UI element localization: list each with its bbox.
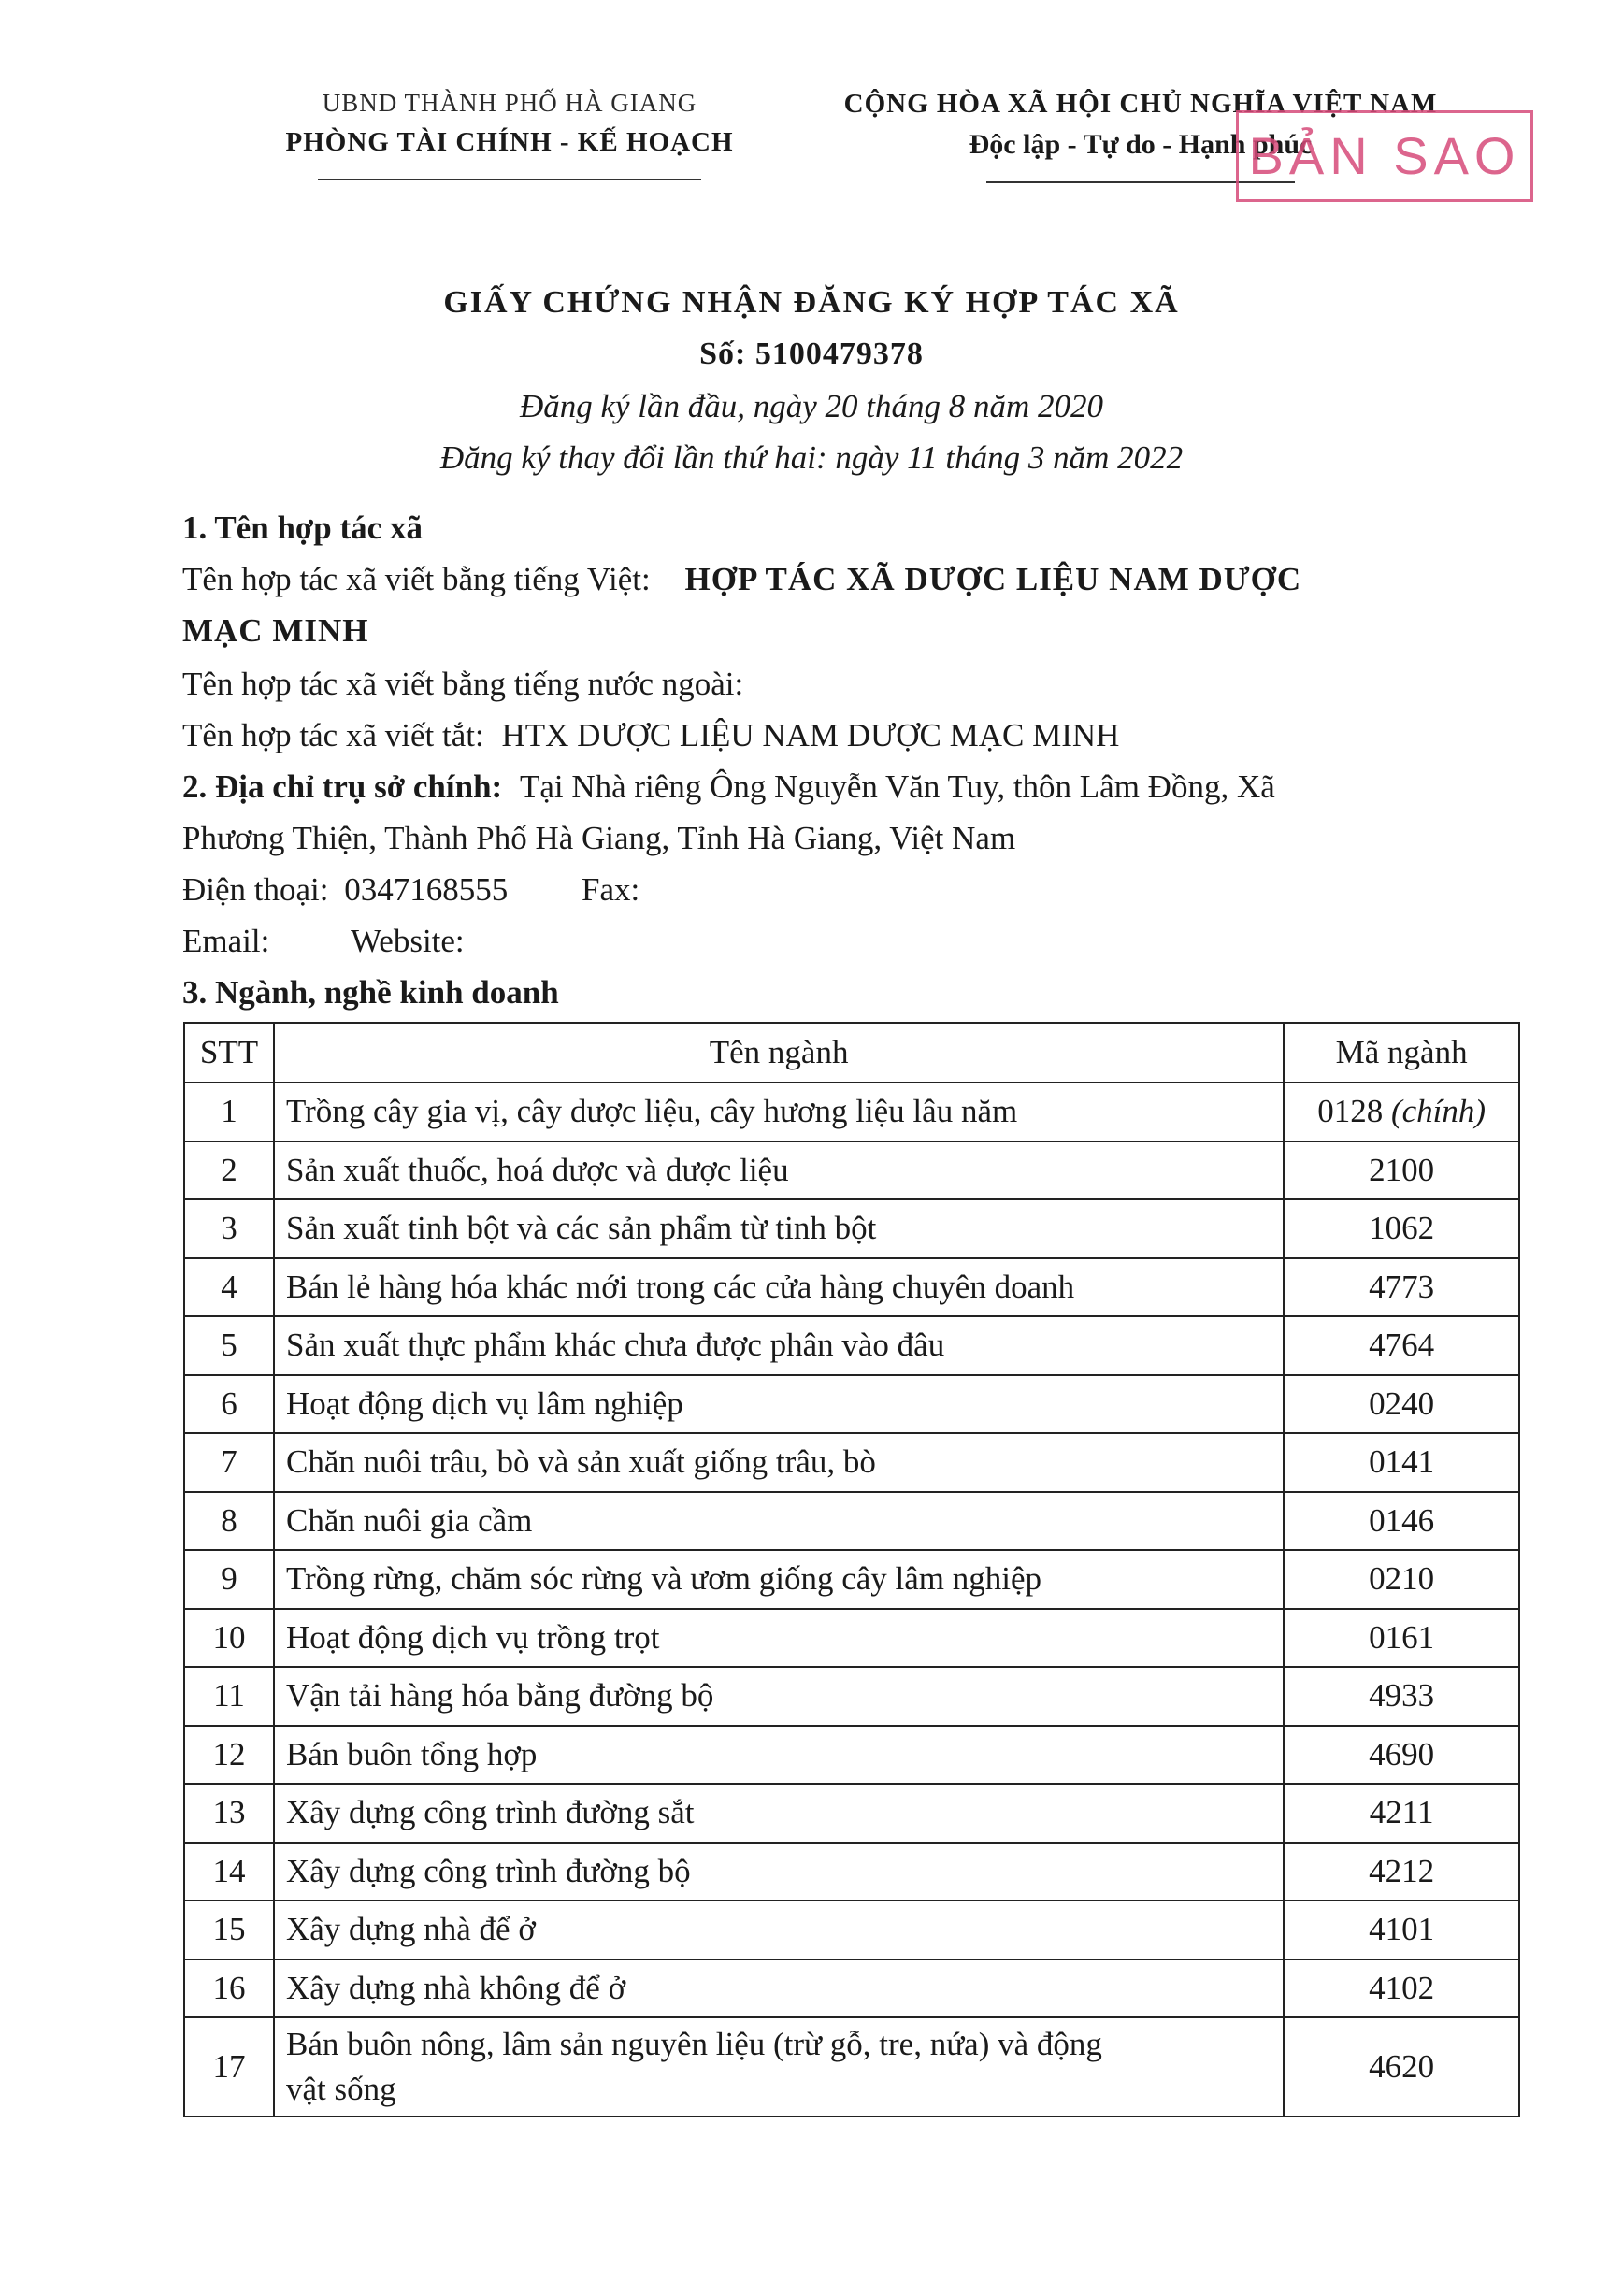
row-name: Sản xuất thực phẩm khác chưa được phân vào đâu [274,1316,1284,1375]
row-code: 4101 [1284,1901,1519,1959]
row-name [274,2017,1284,2117]
section3-heading: 3. Ngành, nghề kinh doanh [182,974,559,1011]
col-header-name: Tên ngành [274,1023,1284,1083]
row-stt: 8 [184,1492,274,1551]
address-row [182,768,1275,806]
row-name: Bán buôn tổng hợp [274,1726,1284,1785]
row-stt: 13 [184,1784,274,1843]
row-stt: 12 [184,1726,274,1785]
row-code: 1062 [1284,1199,1519,1258]
table-row [184,1784,1519,1843]
issuer-underline [318,179,701,180]
row-code: 0240 [1284,1375,1519,1434]
certificate-number: Số: 5100479378 [699,337,924,371]
table-header-row [184,1023,1519,1083]
row-stt: 7 [184,1433,274,1492]
section2-heading: 2. Địa chỉ trụ sở chính: [182,768,503,805]
short-name-label: Tên hợp tác xã viết tắt: [182,717,484,753]
row-name: Hoạt động dịch vụ trồng trọt [274,1609,1284,1668]
row-code: 4212 [1284,1843,1519,1901]
table-row [184,1667,1519,1726]
row-code-value: 0128 [1317,1093,1384,1130]
row-name: Chăn nuôi trâu, bò và sản xuất giống trâu, bò [274,1433,1284,1492]
col-header-code: Mã ngành [1284,1023,1519,1083]
table-row [184,1843,1519,1901]
row-name: Chăn nuôi gia cầm [274,1492,1284,1551]
row-code: 0146 [1284,1492,1519,1551]
table-row [184,1492,1519,1551]
row-name-line1: Bán buôn nông, lâm sản nguyên liệu (trừ gỗ, tre, nứa) và động [285,2026,1102,2062]
table-row [184,1959,1519,2018]
table-row [184,1083,1519,1141]
row-stt: 2 [184,1141,274,1200]
fax-label: Fax: [582,871,640,908]
row-name: Trồng rừng, chăm sóc rừng và ươm giống cây lâm nghiệp [274,1550,1284,1609]
address-line2: Phương Thiện, Thành Phố Hà Giang, Tỉnh Hà Giang, Việt Nam [182,820,1016,856]
row-name: Xây dựng công trình đường sắt [274,1784,1284,1843]
row-code: 4620 [1284,2017,1519,2117]
table-row [184,1433,1519,1492]
row-stt: 5 [184,1316,274,1375]
row-name-line2: vật sống [285,2071,396,2107]
row-stt: 16 [184,1959,274,2018]
table-row [184,1726,1519,1785]
business-lines-table [183,1022,1520,2117]
first-registration-date: Đăng ký lần đầu, ngày 20 tháng 8 năm 2020 [519,388,1104,424]
row-code [1284,1083,1519,1141]
short-name-value: HTX DƯỢC LIỆU NAM DƯỢC MẠC MINH [501,717,1120,753]
vn-name-value: HỢP TÁC XÃ DƯỢC LIỆU NAM DƯỢC [684,561,1302,597]
issuer-authority: UBND THÀNH PHỐ HÀ GIANG [322,89,697,117]
row-code: 4933 [1284,1667,1519,1726]
row-code: 4773 [1284,1258,1519,1317]
website-label: Website: [351,923,465,959]
row-stt: 17 [184,2017,274,2117]
table-row [184,1258,1519,1317]
table-row [184,1199,1519,1258]
row-stt: 11 [184,1667,274,1726]
email-website-row [182,923,465,960]
row-name: Bán lẻ hàng hóa khác mới trong các cửa hàng chuyên doanh [274,1258,1284,1317]
row-name: Sản xuất tinh bột và các sản phẩm từ tinh bột [274,1199,1284,1258]
table-row [184,1550,1519,1609]
row-code: 2100 [1284,1141,1519,1200]
national-name: CỘNG HÒA XÃ HỘI CHỦ NGHĨA VIỆT NAM [843,89,1438,119]
national-motto: Độc lập - Tự do - Hạnh phúc [969,129,1313,160]
table-row [184,1141,1519,1200]
vn-name-label: Tên hợp tác xã viết bằng tiếng Việt: [182,561,651,597]
row-code: 0210 [1284,1550,1519,1609]
row-stt: 9 [184,1550,274,1609]
email-label: Email: [182,923,270,959]
row-name: Sản xuất thuốc, hoá dược và dược liệu [274,1141,1284,1200]
foreign-name-label: Tên hợp tác xã viết bằng tiếng nước ngoài: [182,666,744,702]
table-row [184,1901,1519,1959]
change-registration-date: Đăng ký thay đổi lần thứ hai: ngày 11 tháng 3 năm 2022 [439,439,1184,476]
table-row [184,1375,1519,1434]
row-name: Trồng cây gia vị, cây dược liệu, cây hương liệu lâu năm [274,1083,1284,1141]
row-code: 4764 [1284,1316,1519,1375]
row-name: Vận tải hàng hóa bằng đường bộ [274,1667,1284,1726]
row-code: 0141 [1284,1433,1519,1492]
row-code: 0161 [1284,1609,1519,1668]
document-title: GIẤY CHỨNG NHẬN ĐĂNG KÝ HỢP TÁC XÃ [443,285,1180,320]
row-code: 4211 [1284,1784,1519,1843]
row-stt: 4 [184,1258,274,1317]
row-code: 4690 [1284,1726,1519,1785]
row-stt: 15 [184,1901,274,1959]
table-row [184,2017,1519,2117]
row-stt: 3 [184,1199,274,1258]
vn-name-row [182,561,1301,598]
col-header-stt: STT [184,1023,274,1083]
table-row [184,1609,1519,1668]
row-stt: 10 [184,1609,274,1668]
row-name: Xây dựng nhà không để ở [274,1959,1284,2018]
table-row [184,1316,1519,1375]
row-name: Xây dựng công trình đường bộ [274,1843,1284,1901]
row-stt: 1 [184,1083,274,1141]
row-stt: 6 [184,1375,274,1434]
issuer-header [220,89,799,180]
short-name-row [182,717,1119,754]
row-name: Hoạt động dịch vụ lâm nghiệp [274,1375,1284,1434]
phone-value: 0347168555 [344,871,509,908]
section1-heading: 1. Tên hợp tác xã [182,509,423,546]
phone-fax-row [182,871,639,909]
row-code-note: (chính) [1390,1093,1487,1130]
phone-label: Điện thoại: [182,871,329,908]
copy-stamp: BẢN SAO [1236,110,1533,202]
row-code: 4102 [1284,1959,1519,2018]
issuer-office: PHÒNG TÀI CHÍNH - KẾ HOẠCH [285,127,734,157]
address-line1: Tại Nhà riêng Ông Nguyễn Văn Tuy, thôn Lâm Đồng, Xã [519,768,1275,805]
row-stt: 14 [184,1843,274,1901]
vn-name-continued: MẠC MINH [182,612,369,649]
row-name: Xây dựng nhà để ở [274,1901,1284,1959]
